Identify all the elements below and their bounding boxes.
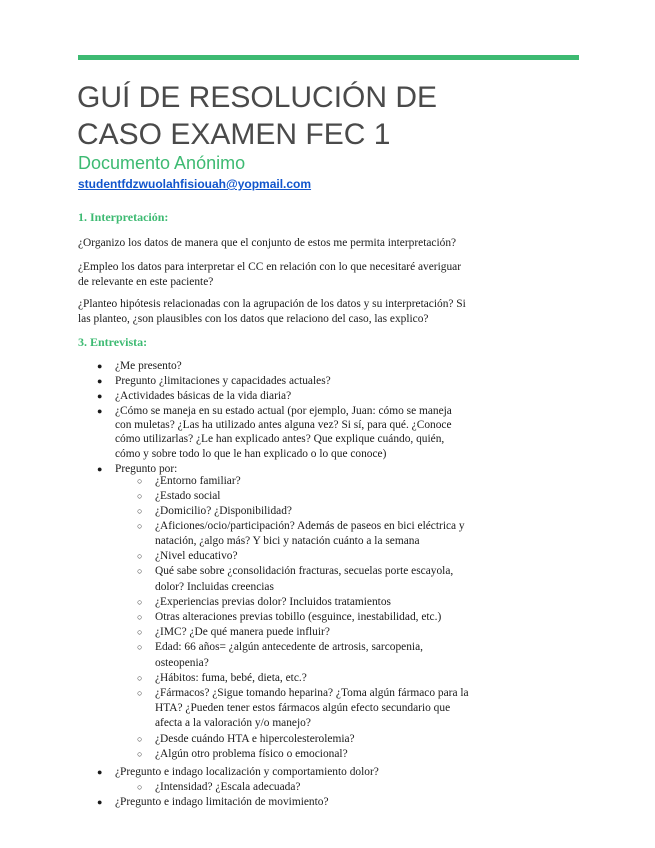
sub-list-item-continuation: HTA? ¿Pueden tener estos fármacos algún efecto secundario que — [155, 702, 451, 714]
sub-list-item: ¿Intensidad? ¿Escala adecuada? — [155, 781, 301, 793]
sub-list-item-continuation: natación, ¿algo más? Y bici y natación cuánto a la semana — [155, 535, 420, 547]
sub-list-item: ¿Aficiones/ocio/participación? Además de paseos en bici eléctrica y — [155, 520, 465, 532]
sub-bullet-icon: ○ — [137, 521, 143, 531]
sub-list-item: ¿Hábitos: fuma, bebé, dieta, etc.? — [155, 672, 307, 684]
paragraph — [78, 260, 498, 290]
title-line: GUÍ DE RESOLUCIÓN DE — [77, 81, 438, 114]
bullet-icon: ● — [97, 376, 103, 386]
list-item: ¿Pregunto e indago limitación de movimiento? — [115, 796, 329, 808]
sub-list-item: Edad: 66 años= ¿algún antecedente de artrosis, sarcopenia, — [155, 641, 423, 653]
sub-list-item: ¿Desde cuándo HTA e hipercolesterolemia? — [155, 733, 355, 745]
list-item: ¿Cómo se maneja en su estado actual (por ejemplo, Juan: cómo se maneja — [115, 405, 452, 417]
paragraph-line: ¿Organizo los datos de manera que el conjunto de estos me permita interpretación? — [78, 237, 457, 249]
sub-bullet-icon: ○ — [137, 627, 143, 637]
sub-bullet-icon: ○ — [137, 612, 143, 622]
sub-list-item-continuation: osteopenia? — [155, 657, 209, 669]
list-item: ¿Actividades básicas de la vida diaria? — [115, 390, 292, 402]
sub-list-item: ¿IMC? ¿De qué manera puede influir? — [155, 626, 330, 638]
sub-list-item: ¿Experiencias previas dolor? Incluidos tratamientos — [155, 596, 391, 608]
sub-bullet-icon: ○ — [137, 734, 143, 744]
sub-bullet-icon: ○ — [137, 642, 143, 652]
list-item: Pregunto por: — [115, 463, 178, 475]
list-item: Pregunto ¿limitaciones y capacidades actuales? — [115, 375, 331, 387]
paragraph-line: de relevante en este paciente? — [78, 276, 214, 288]
sub-bullet-icon: ○ — [137, 749, 143, 759]
sub-bullet-icon: ○ — [137, 688, 143, 698]
sub-list-item: ¿Entorno familiar? — [155, 475, 241, 487]
sub-bullet-icon: ○ — [137, 782, 143, 792]
sub-bullet-icon: ○ — [137, 476, 143, 486]
sub-list-item: ¿Nivel educativo? — [155, 550, 238, 562]
sub-list-item: ¿Fármacos? ¿Sigue tomando heparina? ¿Toma algún fármaco para la — [155, 687, 469, 699]
sub-list-item: ¿Algún otro problema físico o emocional? — [155, 748, 348, 760]
list-item: ¿Pregunto e indago localización y comportamiento dolor? — [115, 766, 379, 778]
list-item-continuation: cómo utilizarlas? ¿Le han explicado antes? Que explique cuándo, quién, — [115, 433, 445, 445]
sub-list-item: ¿Domicilio? ¿Disponibilidad? — [155, 505, 292, 517]
top-accent-bar — [78, 55, 579, 60]
sub-bullet-icon: ○ — [137, 506, 143, 516]
bullet-icon: ● — [97, 406, 103, 416]
paragraph-line: las planteo, ¿son plausibles con los datos que relaciono del caso, las explico? — [78, 313, 429, 325]
sub-bullet-icon: ○ — [137, 673, 143, 683]
sub-bullet-icon: ○ — [137, 551, 143, 561]
paragraph-line: ¿Planteo hipótesis relacionadas con la agrupación de los datos y su interpretación? Si — [78, 298, 466, 310]
list-item-continuation: con muletas? ¿Las ha utilizado antes alguna vez? Si sí, para qué. ¿Conoce — [115, 419, 452, 431]
sub-list-item-continuation: dolor? Incluidas creencias — [155, 581, 274, 593]
list-item: ¿Me presento? — [115, 360, 182, 372]
email-link[interactable]: studentfdzwuolahfisiouah@yopmail.com — [78, 177, 312, 191]
paragraph — [78, 236, 498, 251]
paragraph — [78, 297, 498, 327]
paragraph-line: ¿Empleo los datos para interpretar el CC en relación con lo que necesitaré averiguar — [78, 261, 462, 273]
list-item-continuation: cómo y sobre todo lo que le han explicado o lo que conoce) — [115, 448, 387, 460]
bullet-icon: ● — [97, 391, 103, 401]
bullet-icon: ● — [97, 797, 103, 807]
title-line: CASO EXAMEN FEC 1 — [77, 118, 391, 151]
sub-list-item: ¿Estado social — [155, 490, 221, 502]
bullet-icon: ● — [97, 361, 103, 371]
sub-list-item: Qué sabe sobre ¿consolidación fracturas, secuelas porte escayola, — [155, 565, 454, 577]
sub-bullet-icon: ○ — [137, 566, 143, 576]
bullet-icon: ● — [97, 767, 103, 777]
document-title — [77, 79, 557, 153]
sub-bullet-icon: ○ — [137, 597, 143, 607]
document-subtitle: Documento Anónimo — [78, 153, 246, 173]
sub-bullet-icon: ○ — [137, 491, 143, 501]
sub-list-item-continuation: afecta a la valoración y/o manejo? — [155, 717, 311, 729]
section-heading-entrevista: 3. Entrevista: — [78, 335, 148, 349]
bullet-icon: ● — [97, 464, 103, 474]
section-heading-interpretacion: 1. Interpretación: — [78, 210, 169, 224]
sub-list-item: Otras alteraciones previas tobillo (esguince, inestabilidad, etc.) — [155, 611, 442, 623]
